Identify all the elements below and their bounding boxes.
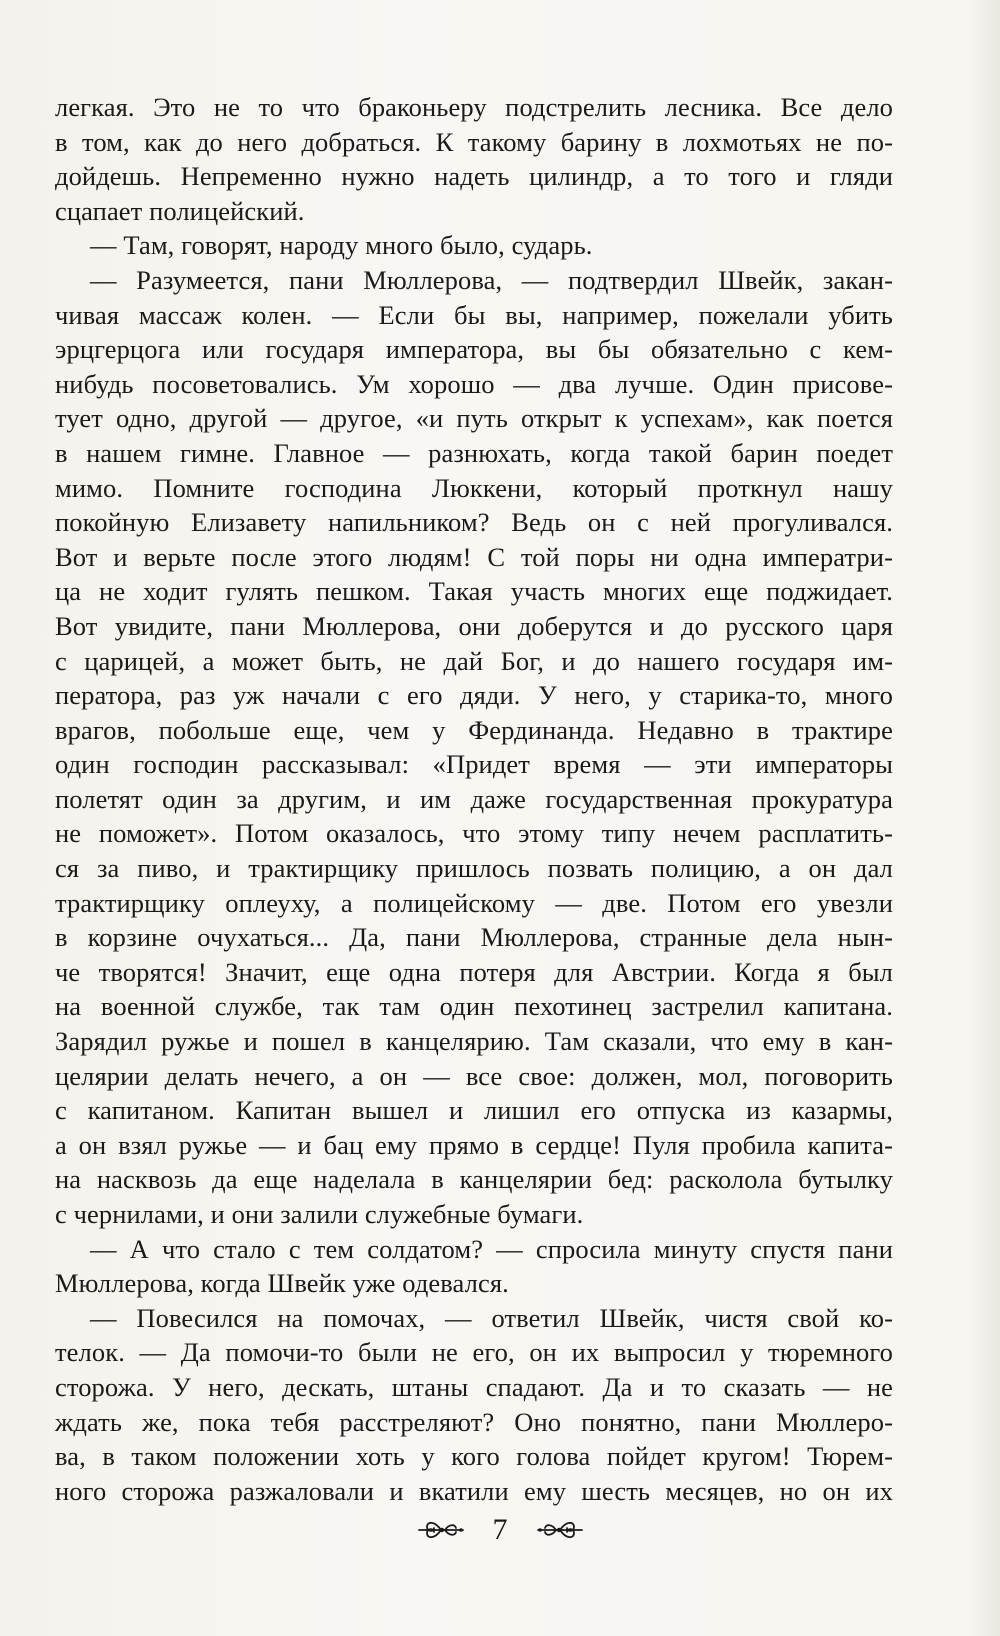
text-line: с царицей, а может быть, не дай Бог, и до нашего государя им- — [55, 645, 893, 676]
text-line: ного сторожа разжаловали и вкатили ему шесть месяцев, но он их — [55, 1475, 893, 1506]
text-line: нибудь посоветовались. Ум хорошо — два лучше. Один присове- — [55, 368, 893, 399]
text-line: на военной службе, так там один пехотинец застрелил капитана. — [55, 991, 893, 1022]
text-line: Вот увидите, пани Мюллерова, они доберутся и до русского царя — [55, 610, 893, 641]
text-line: ва, в таком положении хоть у кого голова пойдет кругом! Тюрем- — [55, 1441, 893, 1472]
text-line: сцапает полицейский. — [55, 195, 305, 226]
text-line: покойную Елизавету напильником? Ведь он с ней прогуливался. — [55, 507, 893, 538]
text-line: — А что стало с тем солдатом? — спросила минуту спустя пани — [90, 1233, 893, 1264]
text-line: — Там, говорят, народу много было, сударь. — [90, 230, 593, 261]
page-footer — [0, 1508, 1000, 1552]
text-line: ператора, раз уж начали с его дяди. У него, у старика-то, много — [55, 680, 893, 711]
text-line: ждать же, пока тебя расстреляют? Оно понятно, пани Мюллеро- — [55, 1406, 893, 1437]
text-line: целярии делать нечего, а он — все свое: должен, мол, поговорить — [55, 1060, 893, 1091]
text-line: эрцгерцога или государя императора, вы бы обязательно с кем- — [55, 334, 893, 365]
text-line: один господин рассказывал: «Придет время — эти императоры — [55, 749, 893, 780]
text-line: легкая. Это не то что браконьеру подстрелить лесника. Все дело — [55, 92, 893, 122]
text-line: мимо. Помните господина Люккени, который проткнул нашу — [55, 472, 893, 503]
left-ornament-icon — [415, 1517, 467, 1543]
text-line: в нашем гимне. Главное — разнюхать, когда такой барин поедет — [55, 437, 893, 468]
page-number: 7 — [492, 1513, 508, 1546]
text-line: в том, как до него добраться. К такому барину в лохмотьях не по- — [55, 126, 893, 157]
text-line: Мюллерова, когда Швейк уже одевался. — [55, 1268, 509, 1299]
text-line: Вот и верьте после этого людям! С той поры ни одна императри- — [55, 541, 893, 572]
text-line: ся за пиво, и трактирщику пришлось позвать полицию, а он дал — [55, 853, 893, 884]
text-line: сторожа. У него, дескать, штаны спадают. Да и то сказать — не — [55, 1371, 893, 1402]
text-line: — Повесился на помочах, — ответил Швейк, чистя свой ко- — [90, 1302, 893, 1333]
text-line: трактирщику оплеуху, а полицейскому — две. Потом его увезли — [55, 887, 893, 918]
text-line: с чернилами, и они залили служебные бумаги. — [55, 1199, 584, 1229]
text-line: дойдешь. Непременно нужно надеть цилиндр, а то того и гляди — [55, 161, 893, 192]
text-line: — Разумеется, пани Мюллерова, — подтвердил Швейк, закан- — [90, 264, 893, 295]
text-line: телок. — Да помочи-то были не его, он их выпросил у тюремного — [55, 1337, 893, 1368]
text-line: полетят один за другим, и им даже государственная прокуратура — [55, 783, 893, 814]
text-line: чивая массаж колен. — Если бы вы, например, пожелали убить — [55, 299, 893, 330]
text-line: че творятся! Значит, еще одна потеря для Австрии. Когда я был — [55, 956, 893, 987]
text-line: на насквозь да еще наделала в канцелярии бед: расколола бутылку — [55, 1164, 893, 1195]
text-line: с капитаном. Капитан вышел и лишил его отпуска из казармы, — [55, 1095, 893, 1126]
text-line: а он взял ружье — и бац ему прямо в сердце! Пуля пробила капита- — [55, 1129, 893, 1160]
right-ornament-icon — [534, 1517, 586, 1543]
text-line: тует одно, другой — другое, «и путь открыт к успехам», как поется — [55, 403, 893, 434]
text-line: не поможет». Потом оказалось, что этому типу нечем расплатить- — [55, 818, 893, 849]
text-line: в корзине очухаться... Да, пани Мюллерова, странные дела нын- — [55, 922, 893, 953]
text-line: врагов, побольше еще, чем у Фердинанда. Недавно в трактире — [55, 714, 893, 745]
text-line: ца не ходит гулять пешком. Такая участь многих еще поджидает. — [55, 576, 893, 607]
body-text — [55, 90, 893, 1508]
text-line: Зарядил ружье и пошел в канцелярию. Там сказали, что ему в кан- — [55, 1026, 893, 1057]
page-edge-shadow — [970, 0, 1000, 1636]
